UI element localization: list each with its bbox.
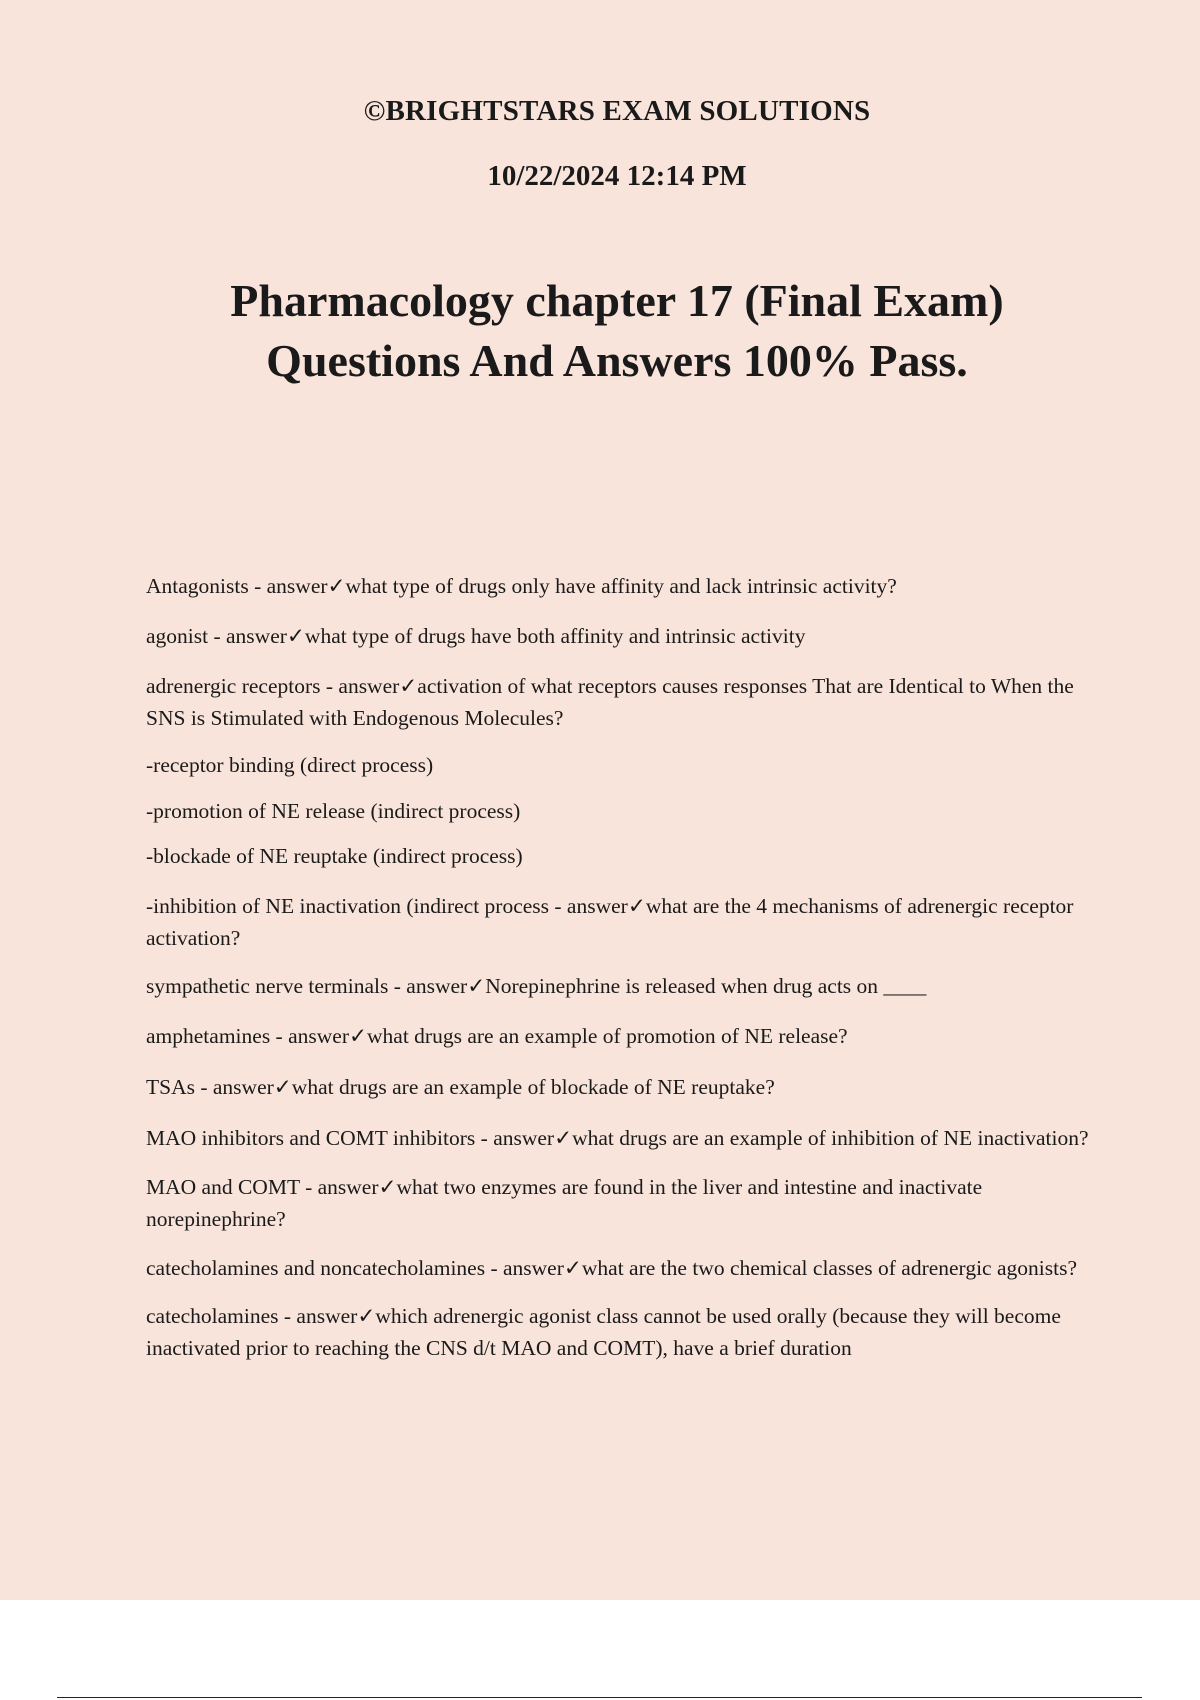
qa-entry: -blockade of NE reuptake (indirect process) (146, 844, 523, 868)
qa-entry: MAO inhibitors and COMT inhibitors - answer✓what drugs are an example of inhibition of NE inactivation? (146, 1126, 1089, 1150)
qa-entry: Antagonists - answer✓what type of drugs only have affinity and lack intrinsic activity? (146, 574, 897, 598)
qa-entries (146, 570, 1096, 1364)
qa-entry: -promotion of NE release (indirect process) (146, 799, 521, 823)
qa-entry: catecholamines - answer✓which adrenergic agonist class cannot be used orally (because they will become inactivated prior to reaching the CNS d/t MAO and COMT), have a brief duration (146, 1304, 1061, 1360)
qa-entry: catecholamines and noncatecholamines - answer✓what are the two chemical classes of adrenergic agonists? (146, 1256, 1077, 1280)
header-datetime: 10/22/2024 12:14 PM (487, 160, 747, 192)
qa-entry: amphetamines - answer✓what drugs are an example of promotion of NE release? (146, 1024, 848, 1048)
qa-entry: sympathetic nerve terminals - answer✓Norepinephrine is released when drug acts on ____ (146, 974, 927, 998)
document-title (0, 271, 1200, 391)
qa-entry: agonist - answer✓what type of drugs have both affinity and intrinsic activity (146, 624, 806, 648)
title-line-2: Questions And Answers 100% Pass. (266, 335, 968, 386)
footer-rule (57, 1697, 1142, 1698)
qa-entry: TSAs - answer✓what drugs are an example of blockade of NE reuptake? (146, 1075, 775, 1099)
qa-entry: adrenergic receptors - answer✓activation of what receptors causes responses That are Identical to When the SNS is Stimulated with Endogenous Molecules? (146, 674, 1074, 730)
qa-entry: MAO and COMT - answer✓what two enzymes are found in the liver and intestine and inactivate norepinephrine? (146, 1175, 983, 1231)
title-line-1: Pharmacology chapter 17 (Final Exam) (230, 275, 1004, 326)
brand-header: ©BRIGHTSTARS EXAM SOLUTIONS (363, 95, 871, 127)
qa-entry: -inhibition of NE inactivation (indirect process - answer✓what are the 4 mechanisms of adrenergic receptor activation? (146, 894, 1074, 950)
qa-entry: -receptor binding (direct process) (146, 753, 434, 777)
